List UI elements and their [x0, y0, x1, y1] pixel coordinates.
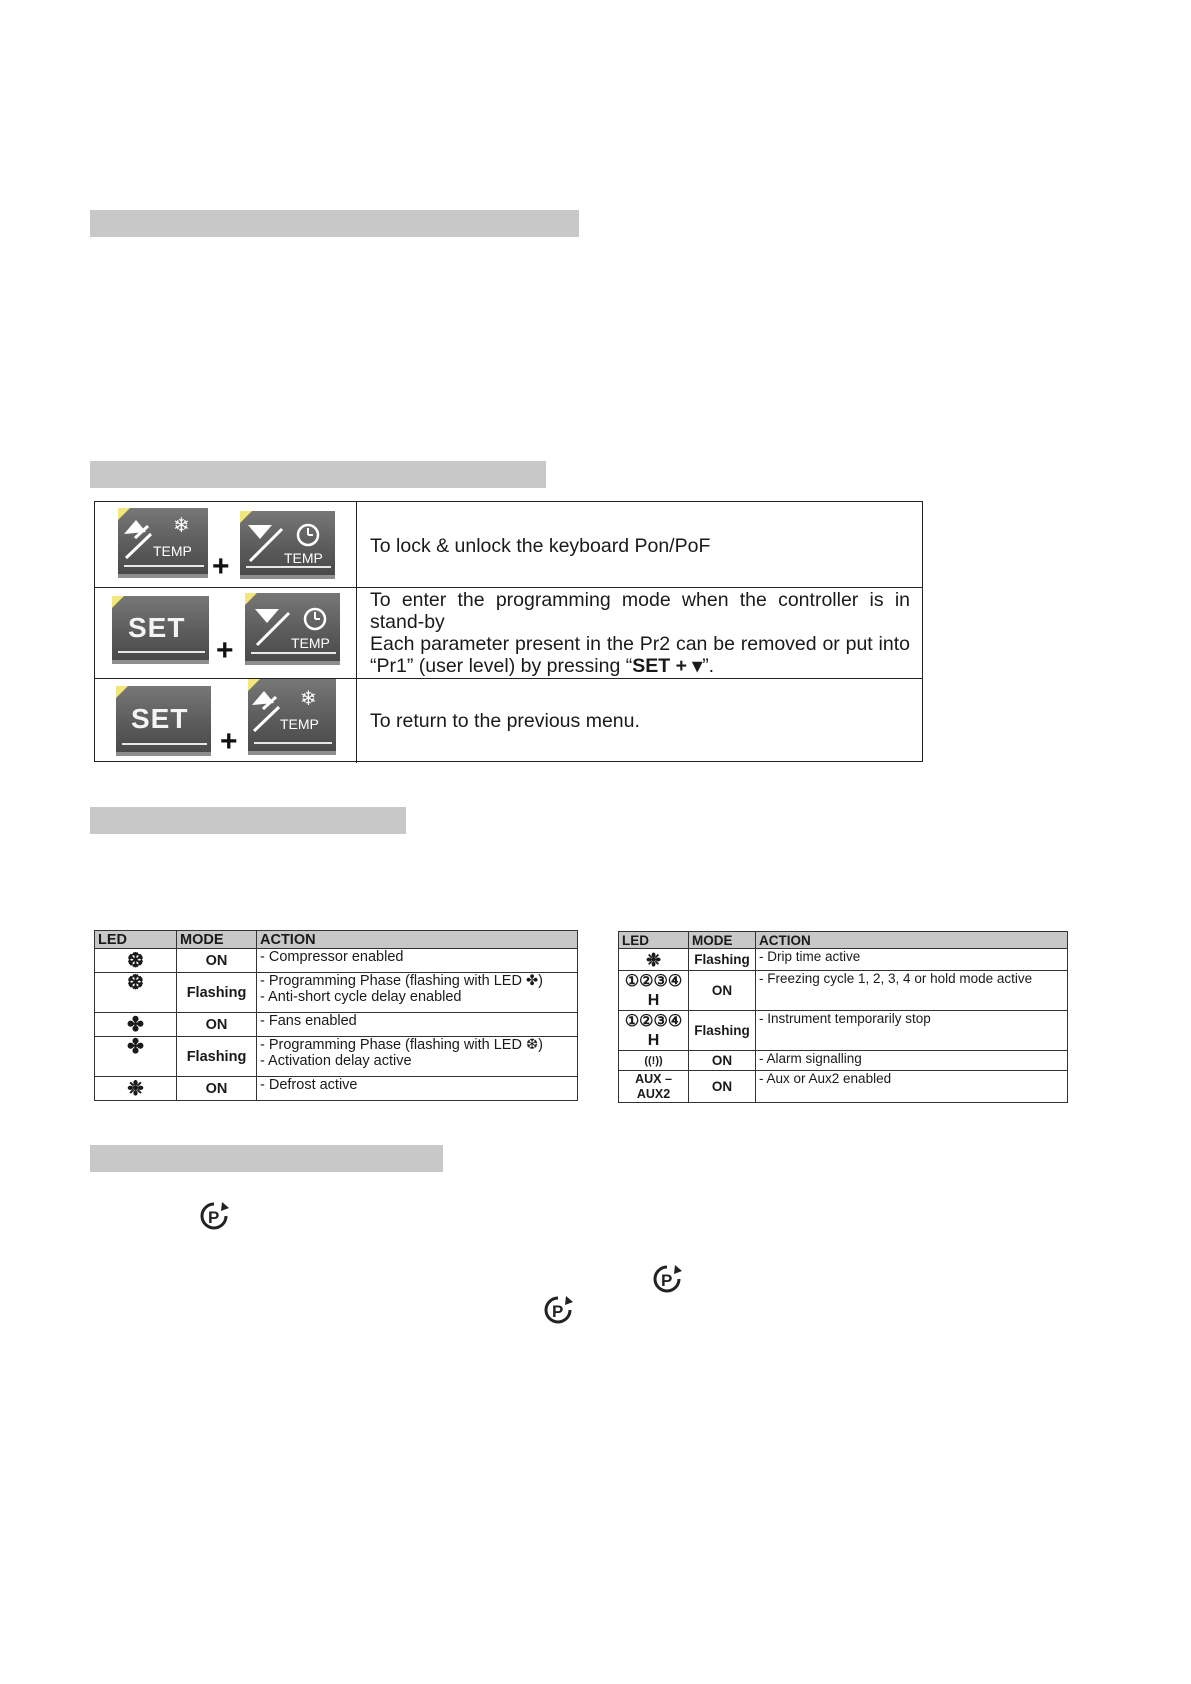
plus-sign: +: [216, 634, 234, 667]
led-action: - Freezing cycle 1, 2, 3, 4 or hold mode active: [756, 971, 1068, 1011]
plus-sign: +: [212, 550, 230, 583]
table-row: [619, 949, 1068, 971]
svg-text:TEMP: TEMP: [284, 550, 323, 566]
led-action: - Defrost active: [257, 1077, 578, 1101]
aux2-label: AUX2: [636, 1086, 671, 1101]
table-header-row: [95, 931, 578, 949]
svg-text:P: P: [208, 1208, 220, 1227]
hold-letter: H: [647, 991, 660, 1009]
table-row: [619, 971, 1068, 1011]
led-action-line: - Activation delay active: [260, 1053, 412, 1069]
led-mode: ON: [689, 1051, 756, 1071]
set-key: [112, 596, 209, 664]
down-temp-key: [240, 511, 335, 579]
svg-text:TEMP: TEMP: [153, 543, 192, 559]
program-icon: [198, 1200, 230, 1232]
table-row: [95, 1013, 578, 1037]
led-action: - Drip time active: [756, 949, 1068, 971]
led-mode: Flashing: [177, 1037, 257, 1077]
down-temp-key: [245, 593, 340, 665]
col-led: LED: [619, 932, 689, 949]
cycle-digits: ①②③④: [624, 972, 683, 990]
combo-row-return: [95, 679, 922, 763]
svg-text:TEMP: TEMP: [291, 635, 330, 651]
up-arrow-icon: [118, 508, 208, 578]
cycle-indicator: [619, 1011, 689, 1051]
section-bar-4: [90, 1145, 443, 1172]
section-bar-2: [90, 461, 546, 488]
table-row: [95, 973, 578, 1013]
cycle-indicator: [619, 971, 689, 1011]
combo-desc-return: To return to the previous menu.: [370, 710, 640, 732]
section-bar-1: [90, 210, 579, 237]
combo-desc-line1: To enter the programming mode when the controller is in stand-by: [370, 589, 910, 633]
led-mode: ON: [689, 971, 756, 1011]
led-action: - Alarm signalling: [756, 1051, 1068, 1071]
svg-text:TEMP: TEMP: [280, 716, 319, 732]
combo-desc-line2a: Each parameter present in the Pr2 can be removed or put into “Pr1” (user level) by pressing “: [370, 633, 910, 677]
key-combination-table: [94, 501, 923, 762]
col-action: ACTION: [257, 931, 578, 949]
svg-text:P: P: [661, 1271, 673, 1290]
aux-indicator: [619, 1071, 689, 1103]
plus-sign: +: [220, 725, 238, 758]
led-action-line: - Anti-short cycle delay enabled: [260, 989, 462, 1005]
defrost-icon: ❉: [619, 949, 689, 971]
led-action: - Instrument temporarily stop: [756, 1011, 1068, 1051]
program-icon: [651, 1263, 683, 1295]
led-table-right: [618, 931, 1068, 1103]
combo-row-lock: [95, 502, 922, 588]
down-arrow-icon: [240, 511, 335, 579]
cycle-digits: ①②③④: [624, 1012, 683, 1030]
up-temp-key: [248, 679, 336, 755]
section-bar-3: [90, 807, 406, 834]
table-row: [619, 1071, 1068, 1103]
down-arrow-icon: [245, 593, 340, 665]
led-action: [257, 1037, 578, 1077]
led-action: - Compressor enabled: [257, 949, 578, 973]
col-mode: MODE: [177, 931, 257, 949]
led-mode: Flashing: [177, 973, 257, 1013]
led-action-line: - Programming Phase (flashing with LED ❆): [260, 1037, 543, 1053]
hold-letter: H: [647, 1031, 660, 1049]
led-action: - Fans enabled: [257, 1013, 578, 1037]
combo-desc-lock: To lock & unlock the keyboard Pon/PoF: [370, 535, 711, 557]
led-table-left: [94, 930, 578, 1101]
up-temp-key: [118, 508, 208, 578]
led-mode: ON: [177, 949, 257, 973]
combo-keys: [95, 679, 357, 763]
program-icon: [542, 1294, 574, 1326]
led-mode: ON: [689, 1071, 756, 1103]
fan-icon: ✤: [95, 1013, 177, 1037]
table-row: [95, 949, 578, 973]
alarm-icon: ((!)): [619, 1051, 689, 1071]
svg-text:P: P: [552, 1302, 564, 1321]
combo-desc-line2b: SET + ▾: [632, 655, 703, 677]
snowflake-icon: ❆: [95, 973, 177, 1013]
led-mode: ON: [177, 1013, 257, 1037]
set-key-label: SET: [131, 703, 189, 734]
table-row: [95, 1077, 578, 1101]
combo-desc-line2c: ”.: [702, 655, 715, 677]
table-header-row: [619, 932, 1068, 949]
table-row: [619, 1011, 1068, 1051]
led-action-line: - Programming Phase (flashing with LED ✤): [260, 973, 543, 989]
led-mode: Flashing: [689, 1011, 756, 1051]
table-row: [95, 1037, 578, 1077]
combo-row-programming: [95, 588, 922, 679]
col-action: ACTION: [756, 932, 1068, 949]
snowflake-icon: ❄: [300, 686, 317, 710]
fan-icon: ✤: [95, 1037, 177, 1077]
snowflake-icon: ❄: [173, 513, 190, 537]
combo-keys: [95, 502, 357, 587]
aux-label: AUX –: [635, 1071, 672, 1086]
led-action: [257, 973, 578, 1013]
set-key: [116, 686, 211, 756]
col-led: LED: [95, 931, 177, 949]
led-mode: ON: [177, 1077, 257, 1101]
combo-desc-programming: [370, 589, 910, 677]
set-key-label: SET: [128, 612, 186, 643]
led-action: - Aux or Aux2 enabled: [756, 1071, 1068, 1103]
combo-keys: [95, 588, 357, 678]
defrost-icon: ❉: [95, 1077, 177, 1101]
led-mode: Flashing: [689, 949, 756, 971]
col-mode: MODE: [689, 932, 756, 949]
table-row: [619, 1051, 1068, 1071]
snowflake-icon: ❆: [95, 949, 177, 973]
